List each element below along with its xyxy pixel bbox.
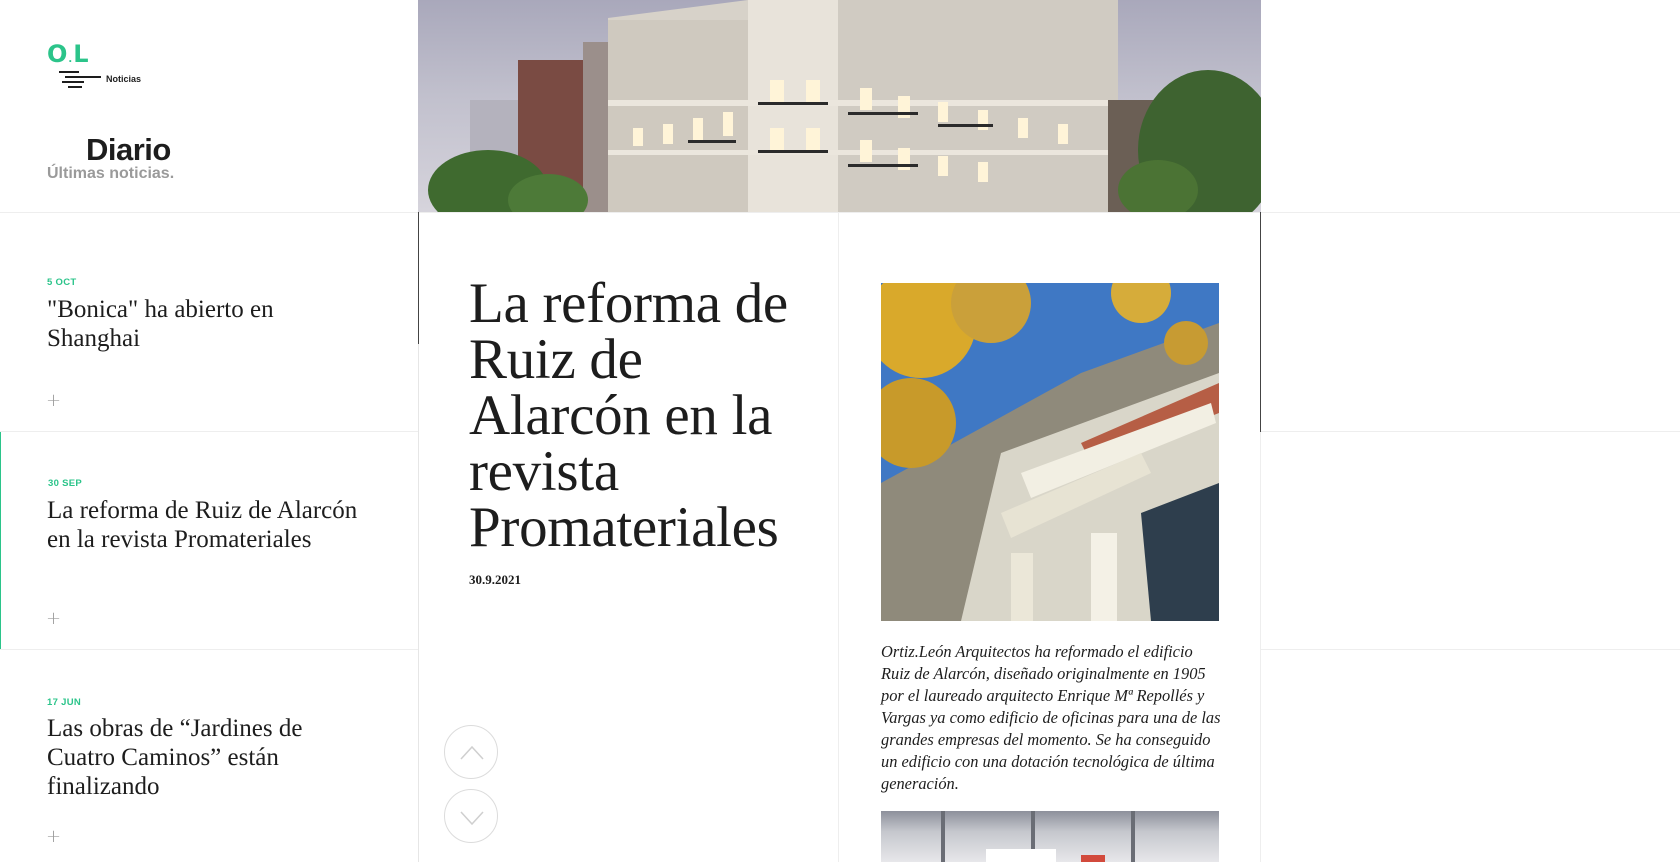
logo[interactable] xyxy=(47,40,157,96)
divider xyxy=(838,212,839,862)
plus-icon[interactable]: + xyxy=(46,390,62,411)
plus-icon[interactable]: + xyxy=(46,826,62,847)
divider xyxy=(1260,432,1261,862)
page-title: Diario xyxy=(86,132,171,167)
divider xyxy=(1261,649,1680,650)
news-item-active[interactable] xyxy=(0,432,418,649)
article-date: 30.9.2021 xyxy=(469,572,521,587)
page-subtitle: Últimas noticias. xyxy=(47,165,175,182)
logo-mark: O.L xyxy=(47,40,90,68)
logo-label[interactable]: Noticias xyxy=(106,74,142,84)
building-illustration xyxy=(418,0,1261,212)
interior-photo xyxy=(881,811,1219,862)
divider xyxy=(1260,212,1261,432)
news-item[interactable] xyxy=(0,213,418,431)
chevron-up-icon xyxy=(460,743,484,763)
facade-photo xyxy=(881,283,1219,621)
news-date: 5 OCT xyxy=(47,277,77,288)
next-button[interactable] xyxy=(444,789,498,843)
article-caption: Ortiz.León Arquitectos ha reformado el edificio Ruiz de Alarcón, diseñado originalmente en 1905 por el laureado arquitecto Enrique Mª Repollés y Vargas ya como edificio de oficinas para una de las grandes empresas del momento. Se ha conseguido un edificio con una dotación tecnológica de última generación. xyxy=(881,642,1221,793)
article-photo xyxy=(881,283,1219,621)
news-title[interactable]: "Bonica" ha abierto en Shanghai xyxy=(47,296,274,352)
menu-icon[interactable] xyxy=(59,71,101,87)
chevron-down-icon xyxy=(460,807,484,827)
divider xyxy=(418,344,419,862)
news-title[interactable]: La reforma de Ruiz de Alarcón en la revista Promateriales xyxy=(47,497,358,553)
news-date: 17 JUN xyxy=(47,697,82,708)
previous-button[interactable] xyxy=(444,725,498,779)
hero-image xyxy=(418,0,1261,212)
sidebar xyxy=(0,0,418,862)
divider xyxy=(418,212,419,344)
plus-icon[interactable]: + xyxy=(46,608,62,629)
news-date: 30 SEP xyxy=(48,478,83,489)
divider xyxy=(1261,431,1680,432)
article-title: La reforma de Ruiz de Alarcón en la revista Promateriales xyxy=(469,272,788,559)
article-photo-secondary xyxy=(881,811,1219,862)
news-item[interactable] xyxy=(0,650,418,862)
news-title[interactable]: Las obras de “Jardines de Cuatro Caminos” están finalizando xyxy=(47,715,303,800)
